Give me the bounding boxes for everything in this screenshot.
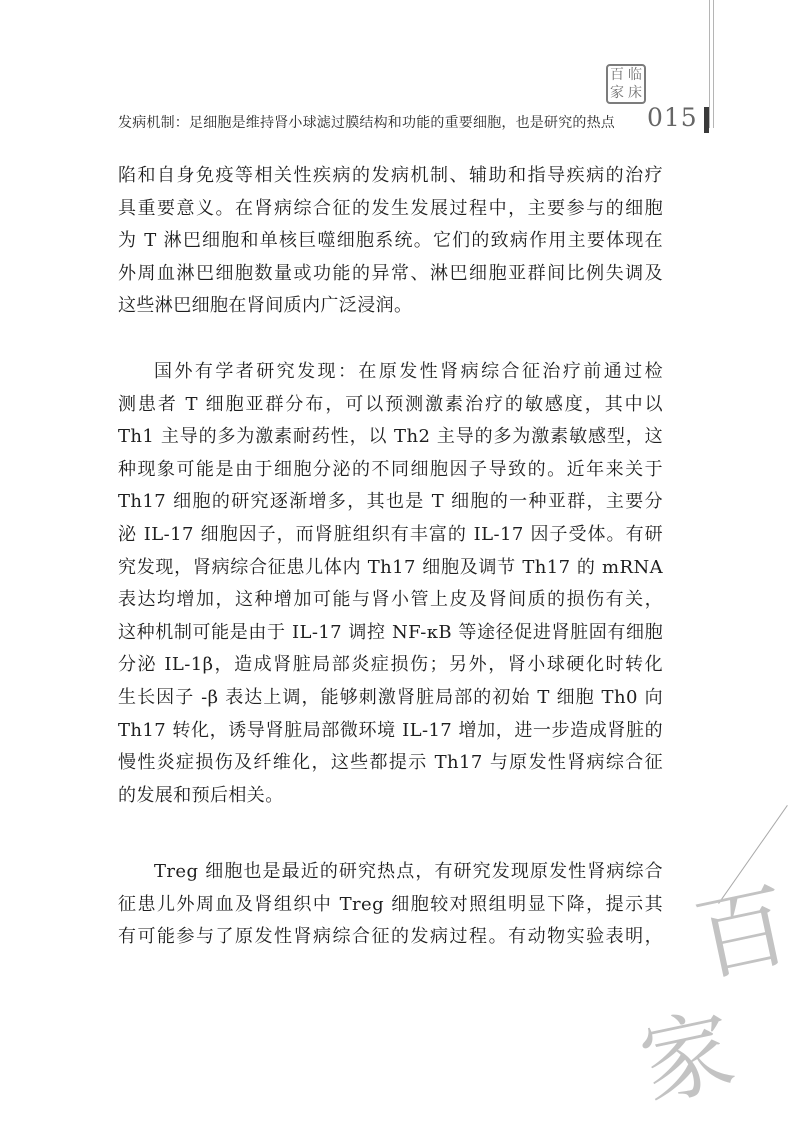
paragraph-1 <box>118 160 663 323</box>
margin-rule-line <box>709 0 710 128</box>
text-line: 究发现，肾病综合征患儿体内 Th17 细胞及调节 Th17 的 mRNA <box>118 556 663 578</box>
watermark-glyph: 百 <box>686 871 799 996</box>
running-header: 发病机制：足细胞是维持肾小球滤过膜结构和功能的重要细胞，也是研究的热点 <box>118 115 615 131</box>
logo-char: 床 <box>628 85 642 101</box>
logo-char: 百 <box>610 67 624 83</box>
text-line: 征患儿外周血及肾组织中 Treg 细胞较对照组明显下降，提示其 <box>118 893 663 915</box>
text-line: 分泌 IL-1β，造成肾脏局部炎症损伤；另外，肾小球硬化时转化 <box>118 654 663 676</box>
text-line: 泌 IL-17 细胞因子，而肾脏组织有丰富的 IL-17 因子受体。有研 <box>118 523 663 545</box>
text-line: 国外有学者研究发现：在原发性肾病综合征治疗前通过检 <box>154 361 663 382</box>
text-line: 这些淋巴细胞在肾间质内广泛浸润。 <box>118 295 413 317</box>
logo-char: 家 <box>610 85 624 101</box>
logo-char: 临 <box>628 67 642 83</box>
paragraph-2 <box>118 356 663 812</box>
text-line: 这种机制可能是由于 IL-17 调控 NF-κB 等途径促进肾脏固有细胞 <box>118 621 663 643</box>
text-line: Th1 主导的多为激素耐药性，以 Th2 主导的多为激素敏感型，这 <box>118 426 663 448</box>
text-line: 生长因子 -β 表达上调，能够刺激肾脏局部的初始 T 细胞 Th0 向 <box>118 686 663 708</box>
text-line: 有可能参与了原发性肾病综合征的发病过程。有动物实验表明， <box>118 926 663 948</box>
text-line: 具重要意义。在肾病综合征的发生发展过程中，主要参与的细胞 <box>118 197 663 219</box>
margin-rule-line <box>713 0 714 128</box>
series-logo <box>606 64 646 104</box>
text-line: 陷和自身免疫等相关性疾病的发病机制、辅助和指导疾病的治疗 <box>118 165 663 186</box>
paragraph-3 <box>118 856 663 954</box>
text-line: 慢性炎症损伤及纤维化，这些都提示 Th17 与原发性肾病综合征 <box>118 752 663 774</box>
text-line: Th17 细胞的研究逐渐增多，其也是 T 细胞的一种亚群，主要分 <box>118 491 663 513</box>
watermark-glyph: 家 <box>631 996 744 1121</box>
text-line: Treg 细胞也是最近的研究热点，有研究发现原发性肾病综合 <box>154 861 663 882</box>
text-line: 表达均增加，这种增加可能与肾小管上皮及肾间质的损伤有关， <box>118 589 663 611</box>
text-line: 种现象可能是由于细胞分泌的不同细胞因子导致的。近年来关于 <box>118 458 663 480</box>
page-number: 015 <box>647 103 698 132</box>
text-line: 外周血淋巴细胞数量或功能的异常、淋巴细胞亚群间比例失调及 <box>118 262 663 284</box>
text-line: Th17 转化，诱导肾脏局部微环境 IL-17 增加，进一步造成肾脏的 <box>118 719 663 741</box>
text-line: 的发展和预后相关。 <box>118 784 284 806</box>
text-line: 测患者 T 细胞亚群分布，可以预测激素治疗的敏感度，其中以 <box>118 393 663 415</box>
text-line: 为 T 淋巴细胞和单核巨噬细胞系统。它们的致病作用主要体现在 <box>118 230 663 252</box>
page-number-bar <box>704 107 709 133</box>
